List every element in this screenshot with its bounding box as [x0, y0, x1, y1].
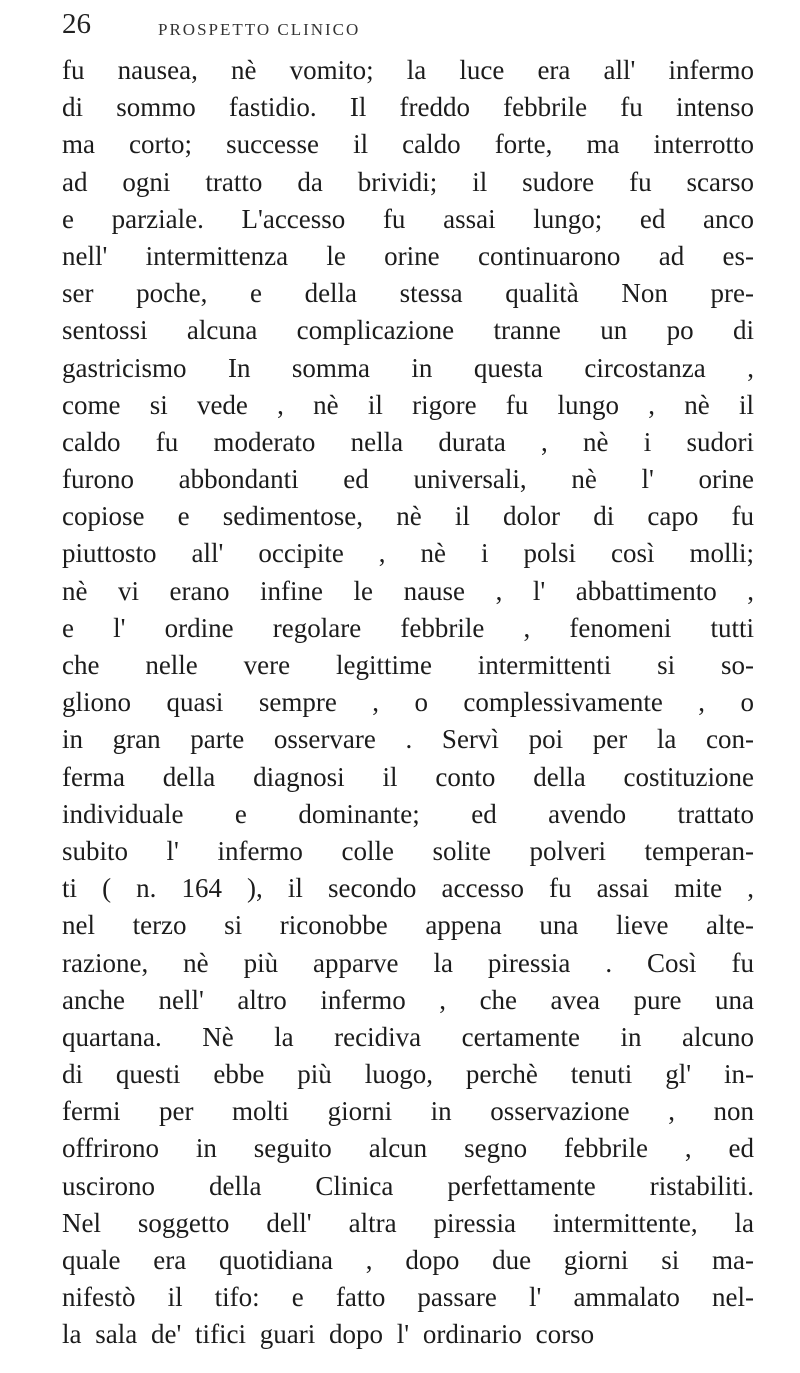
text-line: gastricismo In somma in questa circostanza ,	[62, 352, 754, 383]
text-line: anche nell' altro infermo , che avea pure una	[62, 984, 754, 1015]
text-line: in gran parte osservare . Servì poi per la con-	[62, 724, 754, 755]
text-line: ma corto; successe il caldo forte, ma interrotto	[62, 129, 754, 160]
text-line: ti ( n. 164 ), il secondo accesso fu assai mite ,	[62, 873, 754, 904]
text-line: sentossi alcuna complicazione tranne un po di	[62, 315, 754, 346]
text-line: offrirono in seguito alcun segno febbrile , ed	[62, 1133, 754, 1164]
text-line: nifestò il tifo: e fatto passare l' ammalato nel-	[62, 1282, 754, 1313]
text-line: subito l' infermo colle solite polveri temperan-	[62, 835, 754, 866]
text-line: di sommo fastidio. Il freddo febbrile fu intenso	[62, 92, 754, 123]
text-line: nell' intermittenza le orine continuarono ad es-	[62, 240, 754, 271]
text-line: come si vede , nè il rigore fu lungo , nè il	[62, 389, 754, 420]
text-line: caldo fu moderato nella durata , nè i sudori	[62, 426, 754, 457]
text-line: Nel soggetto dell' altra piressia intermittente, la	[62, 1207, 754, 1238]
text-line: la sala de' tifici guari dopo l' ordinario corso	[62, 1319, 595, 1350]
text-line: e parziale. L'accesso fu assai lungo; ed anco	[62, 203, 754, 234]
text-line: razione, nè più apparve la piressia . Così fu	[62, 947, 754, 978]
text-line: ser poche, e della stessa qualità Non pre-	[62, 278, 754, 309]
text-line: e l' ordine regolare febbrile , fenomeni tutti	[62, 612, 754, 643]
text-line: fermi per molti giorni in osservazione , non	[62, 1096, 754, 1127]
text-line: individuale e dominante; ed avendo trattato	[62, 798, 754, 829]
page-number: 26	[62, 8, 91, 40]
body-text	[62, 52, 754, 1354]
text-line: furono abbondanti ed universali, nè l' orine	[62, 464, 754, 495]
text-line: quartana. Nè la recidiva certamente in alcuno	[62, 1021, 754, 1052]
text-line: di questi ebbe più luogo, perchè tenuti gl' in-	[62, 1059, 754, 1090]
text-line: quale era quotidiana , dopo due giorni si ma-	[62, 1245, 754, 1275]
text-line: che nelle vere legittime intermittenti si so-	[62, 650, 754, 680]
text-line: fu nausea, nè vomito; la luce era all' infermo	[62, 55, 754, 85]
text-line: nel terzo si riconobbe appena una lieve alte-	[62, 910, 754, 941]
text-line: gliono quasi sempre , o complessivamente , o	[62, 687, 754, 718]
running-head: PROSPETTO CLINICO	[158, 20, 361, 39]
text-line: nè vi erano infine le nause , l' abbattimento ,	[62, 575, 754, 606]
text-line: uscirono della Clinica perfettamente ristabiliti.	[62, 1170, 754, 1201]
text-line: copiose e sedimentose, nè il dolor di capo fu	[62, 501, 754, 532]
text-line: ferma della diagnosi il conto della costituzione	[62, 761, 754, 792]
text-line: ad ogni tratto da brividi; il sudore fu scarso	[62, 166, 754, 197]
text-line: piuttosto all' occipite , nè i polsi così molli;	[62, 538, 754, 569]
page-header	[62, 6, 752, 50]
